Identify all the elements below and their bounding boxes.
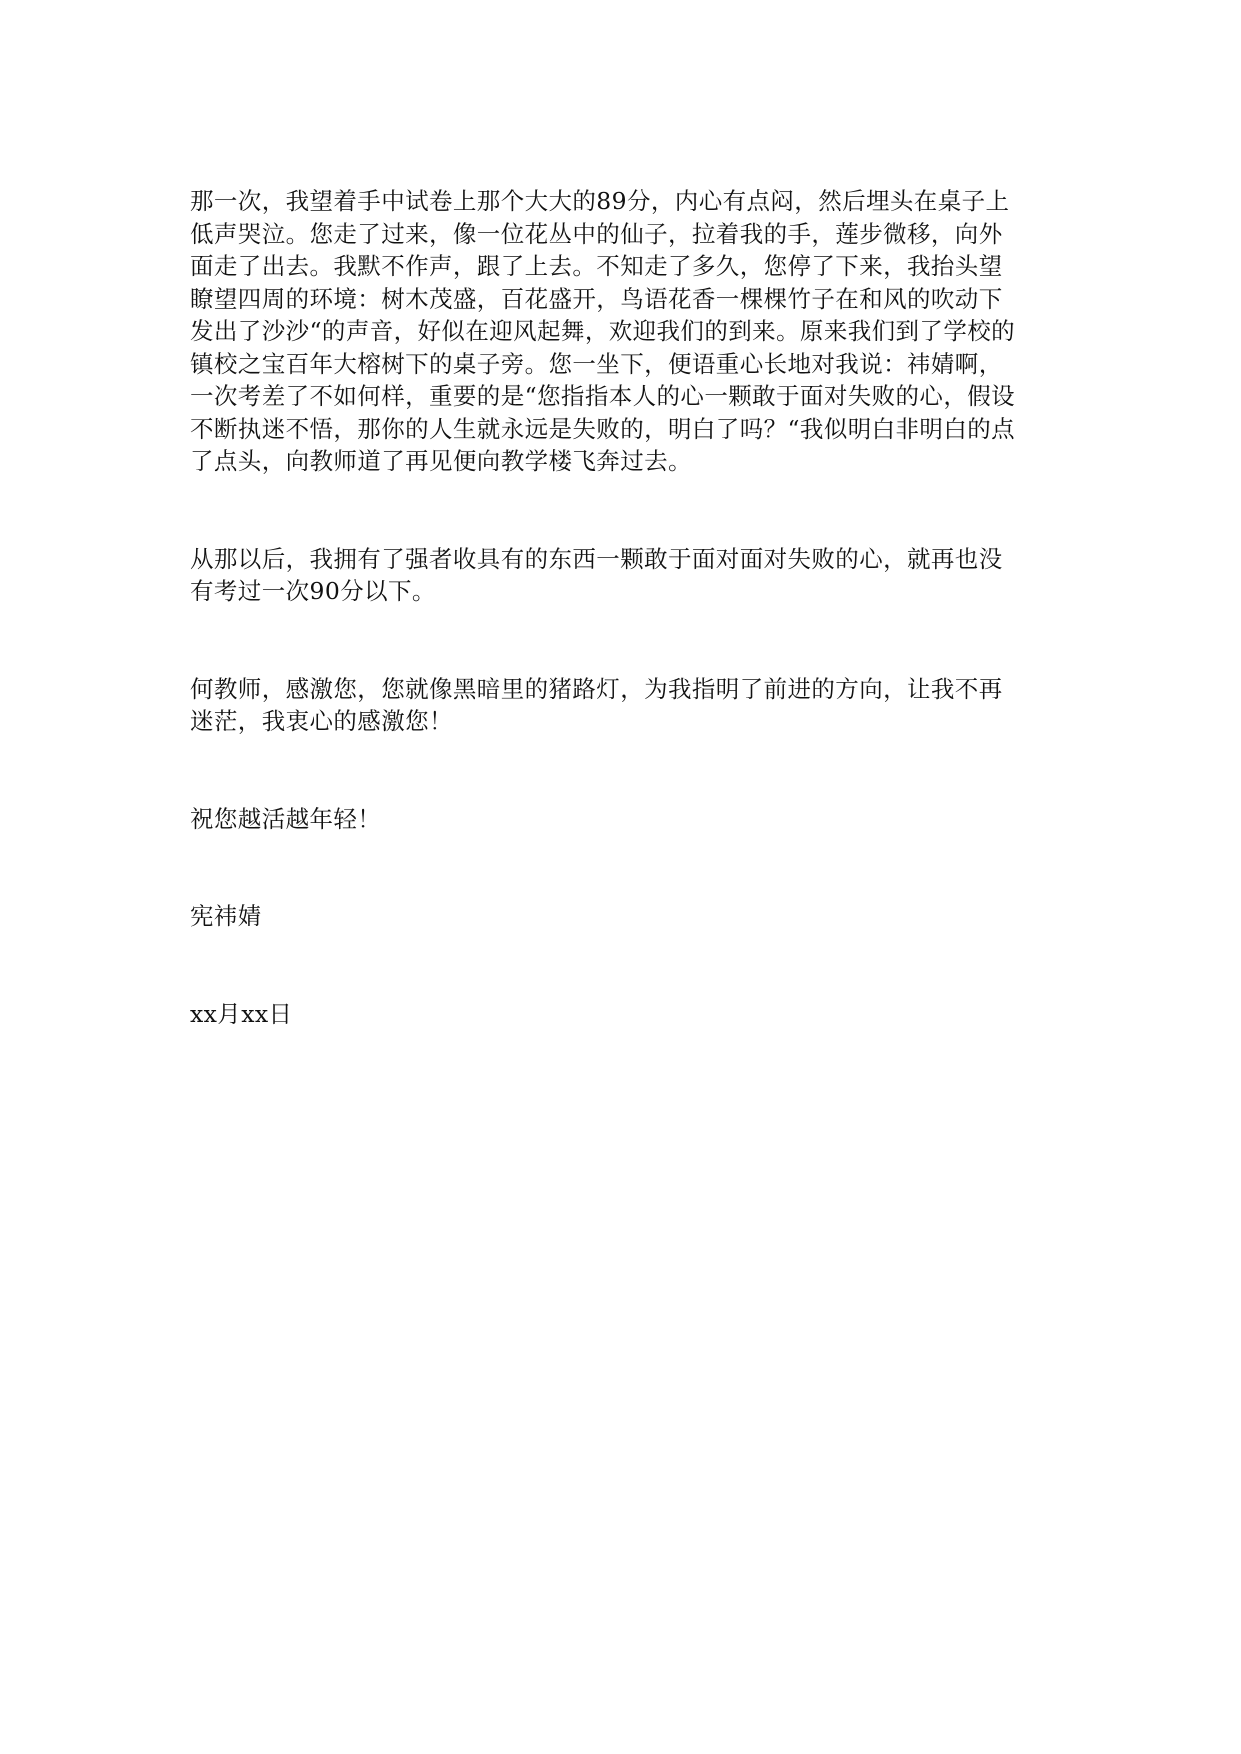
text-line: 迷茫，我衷心的感激您！ [190, 707, 453, 735]
text-line: 一次考差了不如何样，重要的是“您指指本人的心一颗敢于面对失败的心，假设 [190, 382, 1016, 410]
text-line: 那一次，我望着手中试卷上那个大大的89分，内心有点闷，然后埋头在桌子上 [190, 187, 1010, 215]
wish-text: 祝您越活越年轻！ [190, 804, 382, 833]
text-line: 从那以后，我拥有了强者收具有的东西一颗敢于面对面对失败的心，就再也没 [190, 544, 1003, 573]
signature-name: 宪祎婧 [190, 902, 262, 930]
text-line: 有考过一次90分以下。 [190, 577, 436, 605]
text-line: 不断执迷不悟，那你的人生就永远是失败的，明白了吗？“我似明白非明白的点 [190, 414, 1016, 443]
letter-date [190, 998, 1060, 1031]
text-line: 发出了沙沙“的声音，好似在迎风起舞，欢迎我们的到来。原来我们到了学校的 [190, 317, 1016, 345]
paragraph-gratitude [190, 673, 1060, 738]
text-line: 低声哭泣。您走了过来，像一位花丛中的仙子，拉着我的手，莲步微移，向外 [190, 219, 1003, 248]
closing-wish [190, 803, 1060, 836]
paragraph-story [190, 185, 1060, 478]
text-line: 面走了出去。我默不作声，跟了上去。不知走了多久，您停了下来，我抬头望 [190, 252, 1003, 280]
signature [190, 900, 1060, 933]
letter-body [190, 185, 1060, 1030]
text-line: 镇校之宝百年大榕树下的桌子旁。您一坐下，便语重心长地对我说：祎婧啊， [190, 349, 1003, 378]
paragraph-afterwards [190, 543, 1060, 608]
text-line: 了点头，向教师道了再见便向教学楼飞奔过去。 [190, 447, 692, 475]
text-line: 何教师，感激您，您就像黑暗里的猪路灯，为我指明了前进的方向，让我不再 [190, 674, 1003, 703]
date-text: xx月xx日 [190, 999, 293, 1028]
text-line: 瞭望四周的环境：树木茂盛，百花盛开，鸟语花香一棵棵竹子在和风的吹动下 [190, 284, 1003, 313]
